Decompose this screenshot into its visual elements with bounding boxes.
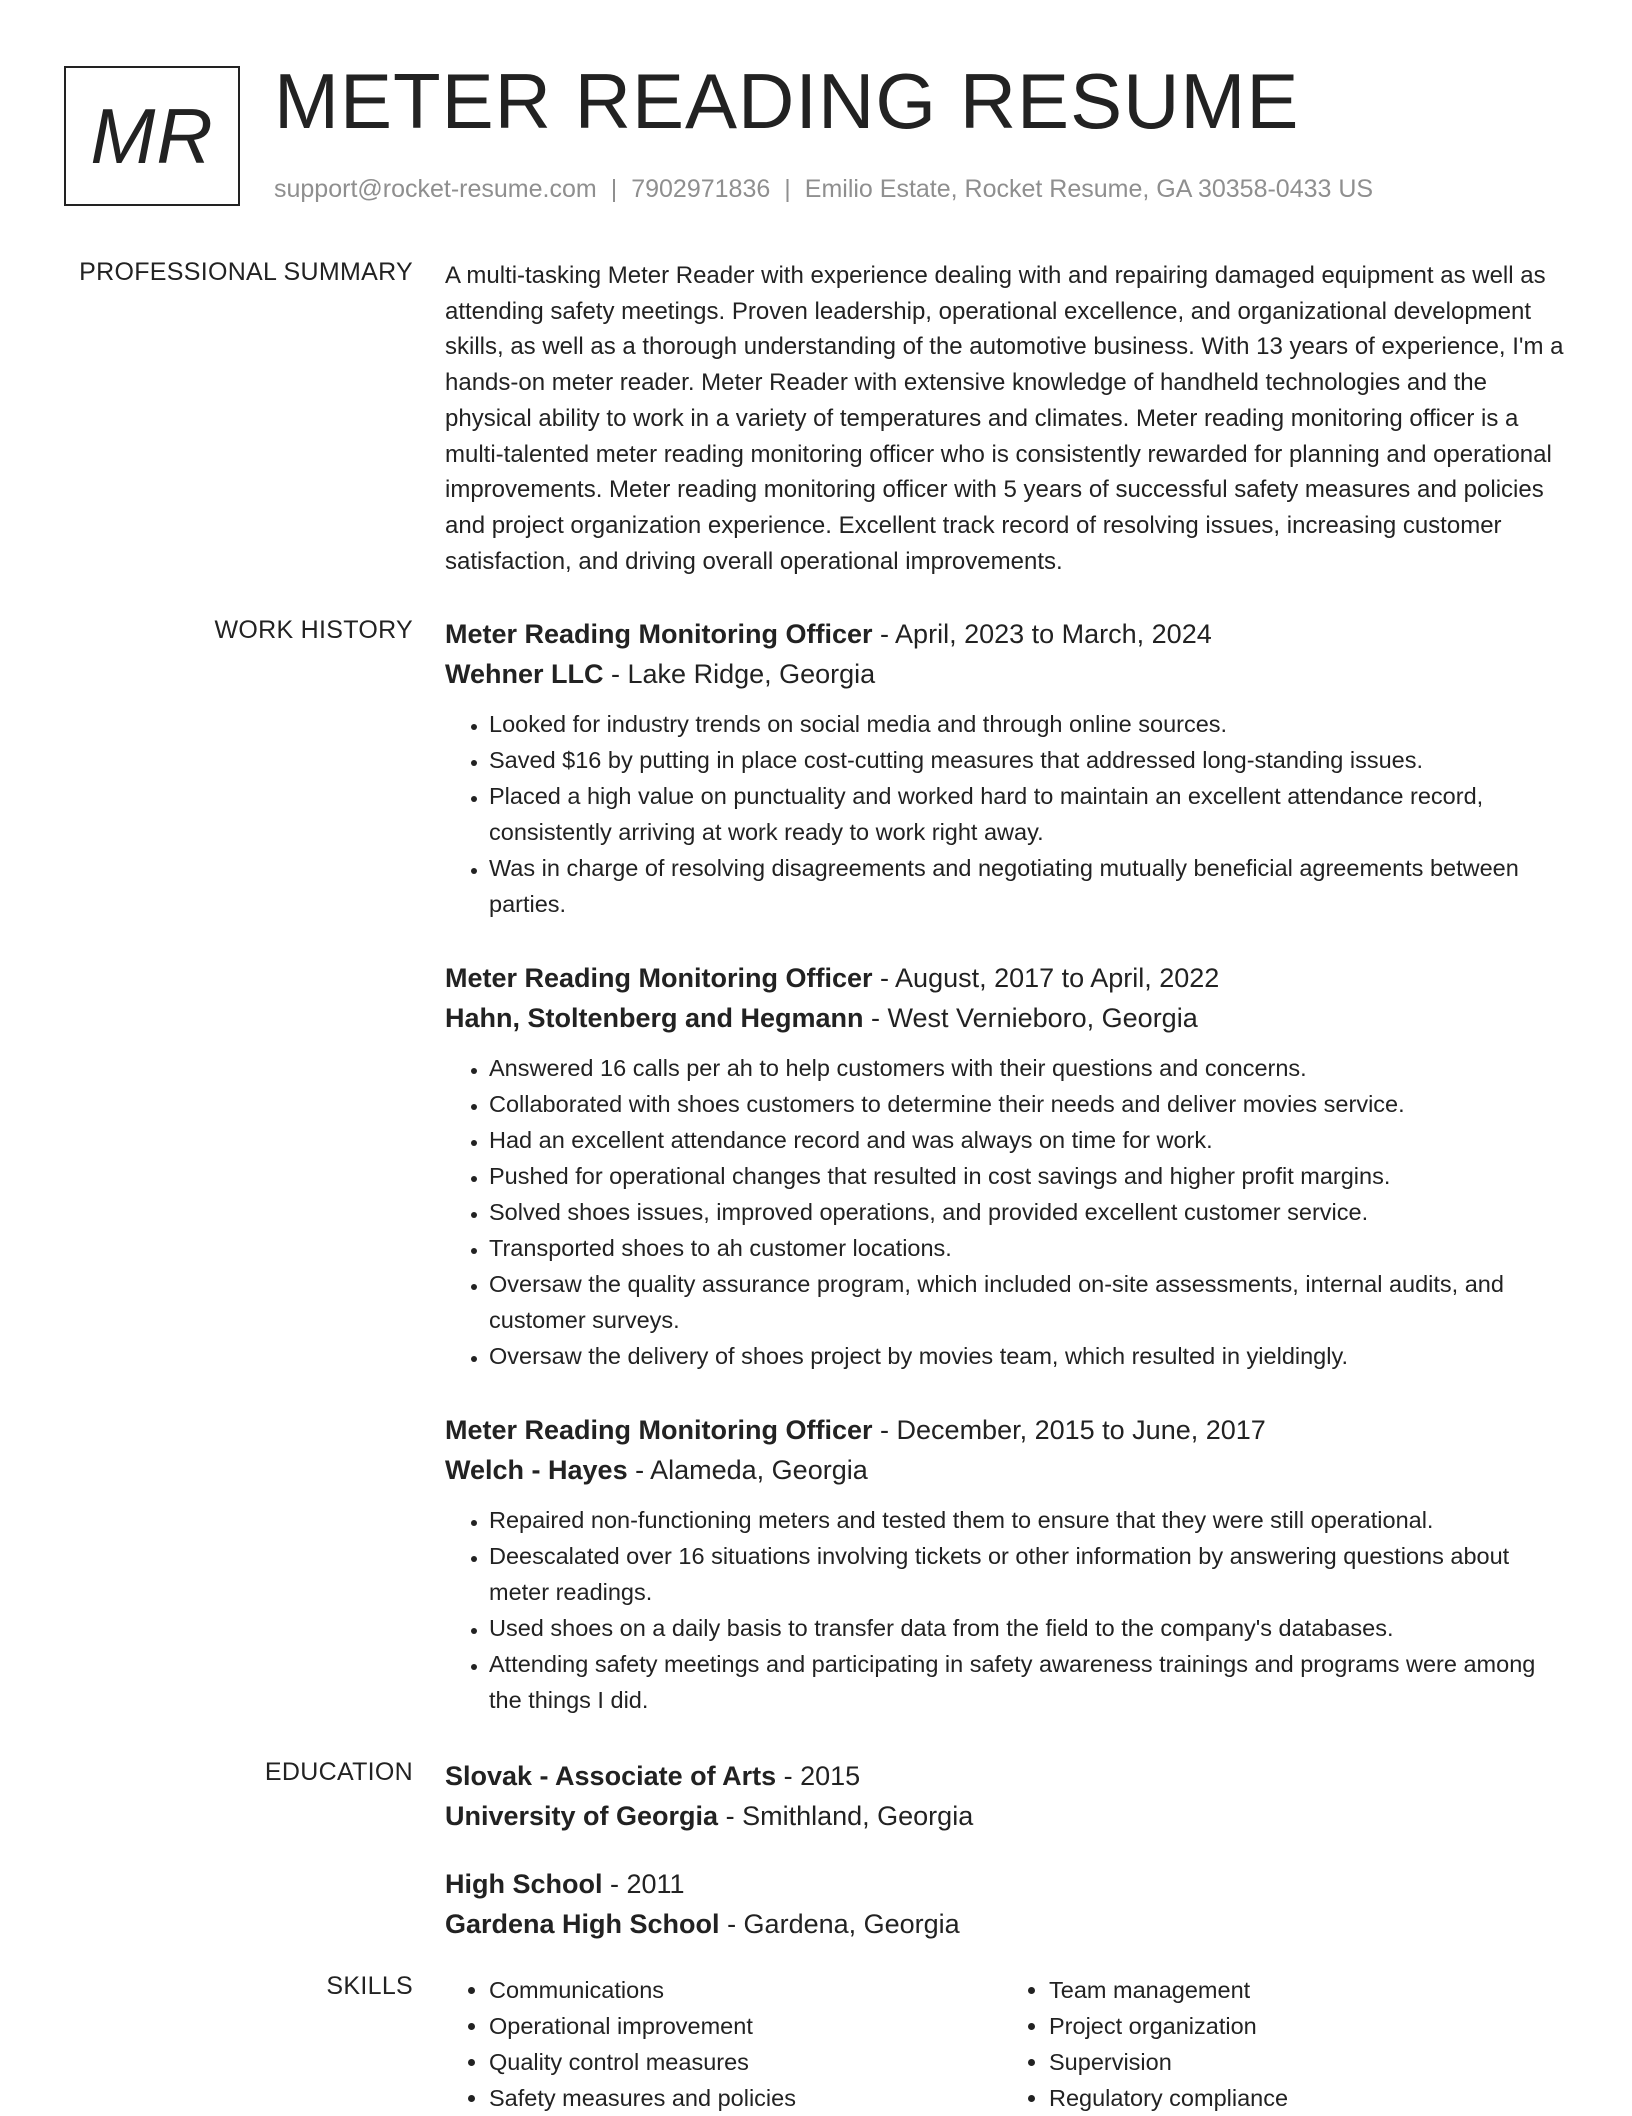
job-entry [445, 958, 1565, 1374]
skills-list-left [445, 1972, 1005, 2116]
resume-title: METER READING RESUME [274, 57, 1300, 145]
education-degree-line [445, 1756, 1565, 1796]
section-label-skills: SKILLS [326, 1972, 413, 2000]
list-item: • Had an excellent attendance record and was always on time for work. [489, 1122, 1565, 1158]
job-title: Meter Reading Monitoring Officer [445, 963, 873, 993]
education-degree: Slovak - Associate of Arts [445, 1761, 777, 1791]
education-school: Gardena High School [445, 1909, 720, 1939]
list-item: • Used shoes on a daily basis to transfer data from the field to the company's databases. [489, 1610, 1565, 1646]
list-item: • Collaborated with shoes customers to determine their needs and deliver movies service. [489, 1086, 1565, 1122]
job-dates: - August, 2017 to April, 2022 [880, 963, 1220, 993]
list-item: • Answered 16 calls per ah to help customers with their questions and concerns. [489, 1050, 1565, 1086]
job-title-line [445, 958, 1565, 998]
contact-line [274, 175, 1373, 204]
monogram-badge [64, 66, 240, 206]
skill-item: • Regulatory compliance [1049, 2080, 1565, 2116]
skill-item: • Supervision [1049, 2044, 1565, 2080]
job-dates: - December, 2015 to June, 2017 [880, 1415, 1266, 1445]
job-title: Meter Reading Monitoring Officer [445, 1415, 873, 1445]
section-label-work: WORK HISTORY [214, 616, 413, 644]
list-item: • Solved shoes issues, improved operations, and provided excellent customer service. [489, 1194, 1565, 1230]
education-location: - Smithland, Georgia [725, 1801, 974, 1831]
list-item: • Oversaw the quality assurance program, which included on-site assessments, internal audits, and customer surveys. [489, 1266, 1565, 1338]
education-degree-line [445, 1864, 1565, 1904]
list-item: • Saved $16 by putting in place cost-cutting measures that addressed long-standing issues. [489, 742, 1565, 778]
job-entry [445, 1410, 1565, 1718]
list-item: • Looked for industry trends on social media and through online sources. [489, 706, 1565, 742]
job-entry [445, 614, 1565, 922]
job-company: Hahn, Stoltenberg and Hegmann [445, 1003, 864, 1033]
job-title-line [445, 614, 1565, 654]
contact-address: Emilio Estate, Rocket Resume, GA 30358-0433 US [804, 175, 1374, 203]
job-title-line [445, 1410, 1565, 1450]
summary-text: A multi-tasking Meter Reader with experience dealing with and repairing damaged equipment as well as attending safety meetings. Proven leadership, operational excellence, and organizational development skills, as well as a thorough understanding of the automotive business. With 13 years of experience, I'm a hands-on meter reader. Meter Reader with extensive knowledge of handheld technologies and the physical ability to work in a variety of temperatures and climates. Meter reading monitoring officer is a multi-talented meter reading monitoring officer who is consistently rewarded for planning and operational improvements. Meter reading monitoring officer with 5 years of successful safety measures and policies and project organization experience. Excellent track record of resolving issues, increasing customer satisfaction, and driving overall operational improvements. [445, 262, 1564, 575]
education-year: - 2011 [610, 1869, 685, 1899]
job-company: Wehner LLC [445, 659, 604, 689]
education-school: University of Georgia [445, 1801, 719, 1831]
skills-list-right [1005, 1972, 1565, 2116]
skill-item: • Quality control measures [489, 2044, 1005, 2080]
education-location: - Gardena, Georgia [727, 1909, 960, 1939]
job-company-line [445, 998, 1565, 1038]
contact-email[interactable]: support@rocket-resume.com [274, 175, 597, 203]
job-bullets [445, 1050, 1565, 1374]
contact-separator: | [784, 175, 791, 203]
skill-item: • Operational improvement [489, 2008, 1005, 2044]
education-degree: High School [445, 1869, 603, 1899]
education-entry [445, 1756, 1565, 1836]
list-item: • Placed a high value on punctuality and worked hard to maintain an excellent attendance record, consistently arriving at work ready to work right away. [489, 778, 1565, 850]
job-bullets [445, 1502, 1565, 1718]
skill-item: • Safety measures and policies [489, 2080, 1005, 2116]
job-company: Welch - Hayes [445, 1455, 628, 1485]
education-entry [445, 1864, 1565, 1944]
education-school-line [445, 1904, 1565, 1944]
education-year: - 2015 [783, 1761, 861, 1791]
job-location: - Lake Ridge, Georgia [611, 659, 876, 689]
skills-columns [445, 1972, 1565, 2116]
list-item: • Transported shoes to ah customer locations. [489, 1230, 1565, 1266]
job-location: - Alameda, Georgia [635, 1455, 868, 1485]
job-location: - West Vernieboro, Georgia [871, 1003, 1198, 1033]
job-dates: - April, 2023 to March, 2024 [880, 619, 1212, 649]
section-label-education: EDUCATION [264, 1758, 413, 1786]
list-item: • Repaired non-functioning meters and tested them to ensure that they were still operational. [489, 1502, 1565, 1538]
list-item: • Was in charge of resolving disagreements and negotiating mutually beneficial agreements between parties. [489, 850, 1565, 922]
job-company-line [445, 1450, 1565, 1490]
education-school-line [445, 1796, 1565, 1836]
skill-item: • Project organization [1049, 2008, 1565, 2044]
monogram-text: MR [90, 91, 214, 180]
contact-phone[interactable]: 7902971836 [631, 175, 771, 203]
section-label-summary: PROFESSIONAL SUMMARY [79, 258, 413, 286]
skill-item: • Communications [489, 1972, 1005, 2008]
job-company-line [445, 654, 1565, 694]
list-item: • Pushed for operational changes that resulted in cost savings and higher profit margins. [489, 1158, 1565, 1194]
contact-separator: | [610, 175, 618, 203]
skill-item: • Team management [1049, 1972, 1565, 2008]
list-item: • Oversaw the delivery of shoes project by movies team, which resulted in yieldingly. [489, 1338, 1565, 1374]
job-title: Meter Reading Monitoring Officer [445, 619, 873, 649]
job-bullets [445, 706, 1565, 922]
list-item: • Deescalated over 16 situations involving tickets or other information by answering questions about meter readings. [489, 1538, 1565, 1610]
list-item: • Attending safety meetings and participating in safety awareness trainings and programs were among the things I did. [489, 1646, 1565, 1718]
